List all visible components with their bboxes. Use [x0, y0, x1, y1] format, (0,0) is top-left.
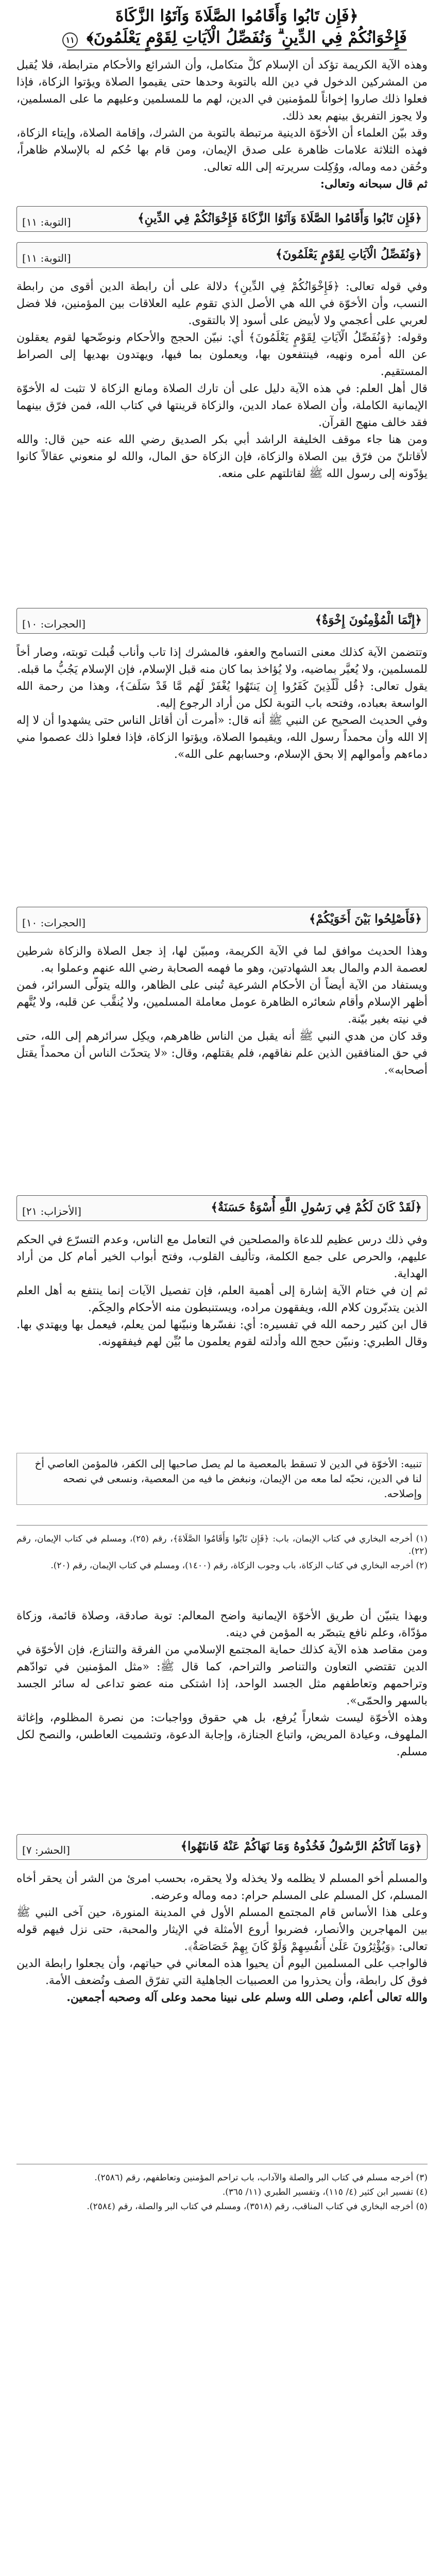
- quote-text: ﴿وَنُفَصِّلُ الْآيَاتِ لِقَوْمٍ يَعْلَمُونَ﴾: [276, 247, 422, 261]
- body-paragraph: وعلى هذا الأساس قام المجتمع المسلم الأول في المدينة المنورة، حين آخى النبي ﷺ بين المهاجرين والأنصار، فضربوا أروع الأمثلة في الإيثار والمحبة، حتى نزل فيهم قوله تعالى: ﴿وَيُؤْثِرُونَ عَلَىٰ أَنفُسِهِمْ وَلَوْ كَانَ بِهِمْ خَصَاصَةٌ﴾.: [16, 1906, 428, 1953]
- footnote: (١) أخرجه البخاري في كتاب الإيمان، باب: ﴿فَإِن تَابُوا وَأَقَامُوا الصَّلَاةَ﴾، رقم (٢٥)، ومسلم في كتاب الإيمان، رقم (٢٢).: [16, 1534, 428, 1556]
- quote-text: ﴿فَإِن تَابُوا وَأَقَامُوا الصَّلَاةَ وَآتَوُا الزَّكَاةَ فَإِخْوَانُكُمْ فِي الدِّينِ﴾: [138, 211, 422, 225]
- footnote-separator: [16, 1525, 428, 1526]
- footnotes-section-2: [16, 2172, 428, 2215]
- body-paragraph: ومن هنا جاء موقف الخليفة الراشد أبي بكر الصديق رضي الله عنه حين قال: والله لأقاتلنّ من فرّق بين الصلاة والزكاة، فإن الزكاة حق المال، والله لو منعوني عقالاً كانوا يؤدّونه إلى رسول الله ﷺ لقاتلتهم على منعه.: [16, 433, 428, 480]
- quote-text: ﴿وَمَا آتَاكُمُ الرَّسُولُ فَخُذُوهُ وَمَا نَهَاكُمْ عَنْهُ فَانتَهُوا﴾: [180, 1839, 422, 1853]
- footnote: (٢) أخرجه البخاري في كتاب الزكاة، باب وجوب الزكاة، رقم (١٤٠٠)، ومسلم في كتاب الإيمان، رقم (٢٠).: [50, 1561, 428, 1571]
- body-paragraph: وفي الحديث الصحيح عن النبي ﷺ أنه قال: «أُمرت أن أقاتل الناس حتى يشهدوا أن لا إله إلا الله وأن محمداً رسول الله، ويقيموا الصلاة، ويؤتوا الزكاة، فإذا فعلوا ذلك عصموا مني دماءهم وأموالهم إلا بحق الإسلام، وحسابهم على الله».: [16, 714, 428, 761]
- intro-paragraph-1: وهذه الآية الكريمة تؤكد أن الإسلام كلٌّ متكامل، وأن الشرائع والأحكام مترابطة، فلا يُقبل من المشركين الدخول في دين الله بالتوبة وحدها حتى يقيموا الصلاة ويؤتوا الزكاة، فإذا فعلوا ذلك صاروا إخواناً للمؤمنين في الدين، لهم ما للمسلمين وعليهم ما على المسلمين، ولا يجوز التفريق بينهم بعد ذلك.: [16, 59, 428, 123]
- body-block-1: [16, 278, 428, 482]
- body-paragraph: فالواجب على المسلمين اليوم أن يحيوا هذه المعاني في حياتهم، وأن يجعلوا رابطة الدين فوق كل رابطة، وأن يحذروا من العصبيات الجاهلية التي تفرّق الصف وتُضعف الأمة.: [16, 1957, 428, 1987]
- intro-paragraph-3: ثم قال سبحانه وتعالى:: [320, 177, 428, 191]
- quote-box-4: [16, 907, 428, 933]
- intro-paragraph-2: وقد بيّن العلماء أن الأخوّة الدينية مرتبطة بالتوبة من الشرك، وإقامة الصلاة، وإيتاء الزكاة، فهذه الثلاثة علامات ظاهرة على صدق الإيمان، ومن قام بها حُكم له بالإسلام ظاهراً، وحُقن دمه وماله، ووُكِلت سريرته إلى الله تعالى.: [16, 127, 428, 174]
- quote-reference: [الحشر: ٧]: [22, 1844, 70, 1856]
- body-block-5: [16, 1607, 428, 1760]
- quote-reference: [التوبة: ١١]: [22, 252, 71, 264]
- verse-line-2: [67, 27, 407, 48]
- body-paragraph: ومن مقاصد هذه الآية كذلك حماية المجتمع الإسلامي من الفرقة والتنازع، فإن الأخوّة في الدين تقتضي التعاون والتناصر والتراحم، كما قال ﷺ: «مثل المؤمنين في توادّهم وتراحمهم وتعاطفهم مثل الجسد الواحد، إذا اشتكى منه عضو تداعى له سائر الجسد بالسهر والحمّى».: [16, 1643, 428, 1707]
- verse-line-2-text: فَإِخْوَانُكُمْ فِي الدِّينِ ۗ وَنُفَصِّلُ الْآيَاتِ لِقَوْمٍ يَعْلَمُونَ﴾: [87, 28, 407, 47]
- quote-reference: [الحجرات: ١٠]: [22, 618, 86, 630]
- closing-paragraph: والله تعالى أعلم، وصلى الله وسلم على نبينا محمد وعلى آله وصحبه أجمعين.: [66, 1991, 428, 2004]
- quote-reference: [الحجرات: ١٠]: [22, 917, 86, 929]
- body-block-2: [16, 644, 428, 763]
- quote-box-2: [16, 242, 428, 268]
- body-paragraph: يقول تعالى: ﴿قُل لِّلَّذِينَ كَفَرُوا إِن يَنتَهُوا يُغْفَرْ لَهُم مَّا قَدْ سَلَفَ﴾، وهذا من رحمة الله الواسعة بعباده، وفتحه باب التوبة لكل من أراد الرجوع إليه.: [16, 680, 428, 710]
- footnote: (٣) أخرجه مسلم في كتاب البر والصلة والآداب، باب تراحم المؤمنين وتعاطفهم، رقم (٢٥٨٦).: [94, 2173, 428, 2183]
- verse-number: ١١: [62, 32, 78, 48]
- body-paragraph: وفي ذلك درس عظيم للدعاة والمصلحين في التعامل مع الناس، وعدم التسرّع في الحكم عليهم، والحرص على جمع الكلمة، وتأليف القلوب، وفتح أبواب الخير أمام كل من أراد الهداية.: [16, 1233, 428, 1280]
- footnote: (٤) تفسير ابن كثير (٤/ ١١٥)، وتفسير الطبري (١١/ ٣٦٥).: [222, 2187, 428, 2197]
- body-paragraph: وفي قوله تعالى: ﴿فَإِخْوَانُكُمْ فِي الدِّينِ﴾ دلالة على أن رابطة الدين أقوى من رابطة النسب، وأن الأخوّة في الله هي الأصل الذي تقوم عليه العلاقات بين المؤمنين، فلا فضل لعربي على أعجمي ولا لأبيض على أسود إلا بالتقوى.: [16, 280, 428, 327]
- note-box: تنبيه: الأخوّة في الدين لا تسقط بالمعصية ما لم يصل صاحبها إلى الكفر، فالمؤمن العاصي أخ لنا في الدين، نحبّه لما معه من الإيمان، ونبغض ما فيه من المعصية، ونسعى في نصحه وإصلاحه.: [16, 1453, 428, 1505]
- quote-reference: [الأحزاب: ٢١]: [22, 1205, 81, 1217]
- body-paragraph: وهذه الأخوّة ليست شعاراً يُرفع، بل هي حقوق وواجبات: من نصرة المظلوم، وإغاثة الملهوف، وعيادة المريض، واتباع الجنازة، وإجابة الدعوة، وتشميت العاطس، والنصح لكل مسلم.: [16, 1711, 428, 1758]
- body-block-6: [16, 1870, 428, 2006]
- footnotes-section-1: [16, 1533, 428, 1574]
- body-paragraph: والمسلم أخو المسلم لا يظلمه ولا يخذله ولا يحقره، بحسب امرئ من الشر أن يحقر أخاه المسلم، كل المسلم على المسلم حرام: دمه وماله وعرضه.: [16, 1872, 428, 1902]
- body-block-4: [16, 1231, 428, 1350]
- body-paragraph: وقد كان من هدي النبي ﷺ أنه يقبل من الناس ظاهرهم، ويكِل سرائرهم إلى الله، حتى في حق المنافقين الذين علم نفاقهم، فلم يقتلهم، وقال: «لا يتحدّث الناس أن محمداً يقتل أصحابه».: [16, 1030, 428, 1077]
- body-paragraph: وبهذا يتبيّن أن طريق الأخوّة الإيمانية واضح المعالم: توبة صادقة، وصلاة قائمة، وزكاة مؤدّاة، وعلم نافع يتبصّر به المؤمن في دينه.: [16, 1609, 428, 1639]
- quote-box-5: [16, 1195, 428, 1221]
- body-paragraph: وقوله: ﴿وَنُفَصِّلُ الْآيَاتِ لِقَوْمٍ يَعْلَمُونَ﴾ أي: نبيّن الحجج والأحكام ونوضّحها لقوم يعقلون عن الله أمره ونهيه، فينتفعون بها، ويعملون بما فيها، ويهتدون بهديها إلى الصراط المستقيم.: [16, 331, 428, 378]
- body-paragraph: وهذا الحديث موافق لما في الآية الكريمة، ومبيّن لها، إذ جعل الصلاة والزكاة شرطين لعصمة الدم والمال بعد الشهادتين، وهو ما فهمه الصحابة رضي الله عنهم وعملوا به.: [16, 945, 428, 975]
- quote-text: ﴿إِنَّمَا الْمُؤْمِنُونَ إِخْوَةٌ﴾: [315, 613, 422, 627]
- quote-box-6: [16, 1834, 428, 1860]
- body-paragraph: قال أهل العلم: في هذه الآية دليل على أن تارك الصلاة ومانع الزكاة لا تثبت له الأخوّة الإيمانية الكاملة، وأن الصلاة عماد الدين، والزكاة قرينتها في كتاب الله، فمن فرّق بينهما فقد خالف منهج القرآن.: [16, 382, 428, 429]
- body-block-3: [16, 943, 428, 1079]
- body-paragraph: ثم إن في ختام الآية إشارة إلى أهمية العلم، فإن تفصيل الآيات إنما ينتفع به أهل العلم الذين يتدبّرون كلام الله، ويفقهون مراده، ويستنبطون منه الأحكام والحِكَم.: [16, 1284, 428, 1314]
- verse-line-1: ﴿فَإِن تَابُوا وَأَقَامُوا الصَّلَاةَ وَآتَوُا الزَّكَاةَ: [115, 7, 358, 25]
- body-paragraph: وتتضمن الآية كذلك معنى التسامح والعفو، فالمشرك إذا تاب وأناب قُبلت توبته، وصار أخاً للمسلمين، ولا يُعيَّر بماضيه، ولا يُؤاخذ بما كان منه قبل الإسلام، فإن الإسلام يَجُبُّ ما قبله.: [16, 646, 428, 676]
- body-paragraph: قال ابن كثير رحمه الله في تفسيره: أي: نفسّرها ونبيّنها لمن يعلم، فيعمل بها ويهتدي بها. وقال الطبري: ونبيّن حجج الله وأدلته لقوم يعلمون ما بُيِّن لهم فيفقهونه.: [16, 1318, 428, 1348]
- body-paragraph: ويستفاد من الآية أيضاً أن الأحكام الشرعية تُبنى على الظاهر، والله يتولّى السرائر، فمن أظهر الإسلام وأقام شعائره الظاهرة عومل معاملة المسلمين، ولا يُنقَّب عن قلبه، ولا يُتَّهم في نيته بغير بيّنة.: [16, 979, 428, 1026]
- quote-box-1: [16, 206, 428, 232]
- footnote: (٥) أخرجه البخاري في كتاب المناقب، رقم (٣٥١٨)، ومسلم في كتاب البر والصلة، رقم (٢٥٨٤).: [87, 2201, 428, 2212]
- quote-text: ﴿فَأَصْلِحُوا بَيْنَ أَخَوَيْكُمْ﴾: [309, 912, 422, 926]
- verse-header: [67, 5, 407, 50]
- quote-reference: [التوبة: ١١]: [22, 216, 71, 228]
- quote-box-3: [16, 608, 428, 634]
- quote-text: ﴿لَقَدْ كَانَ لَكُمْ فِي رَسُولِ اللَّهِ أُسْوَةٌ حَسَنَةٌ﴾: [211, 1200, 422, 1214]
- intro-block: [16, 57, 428, 193]
